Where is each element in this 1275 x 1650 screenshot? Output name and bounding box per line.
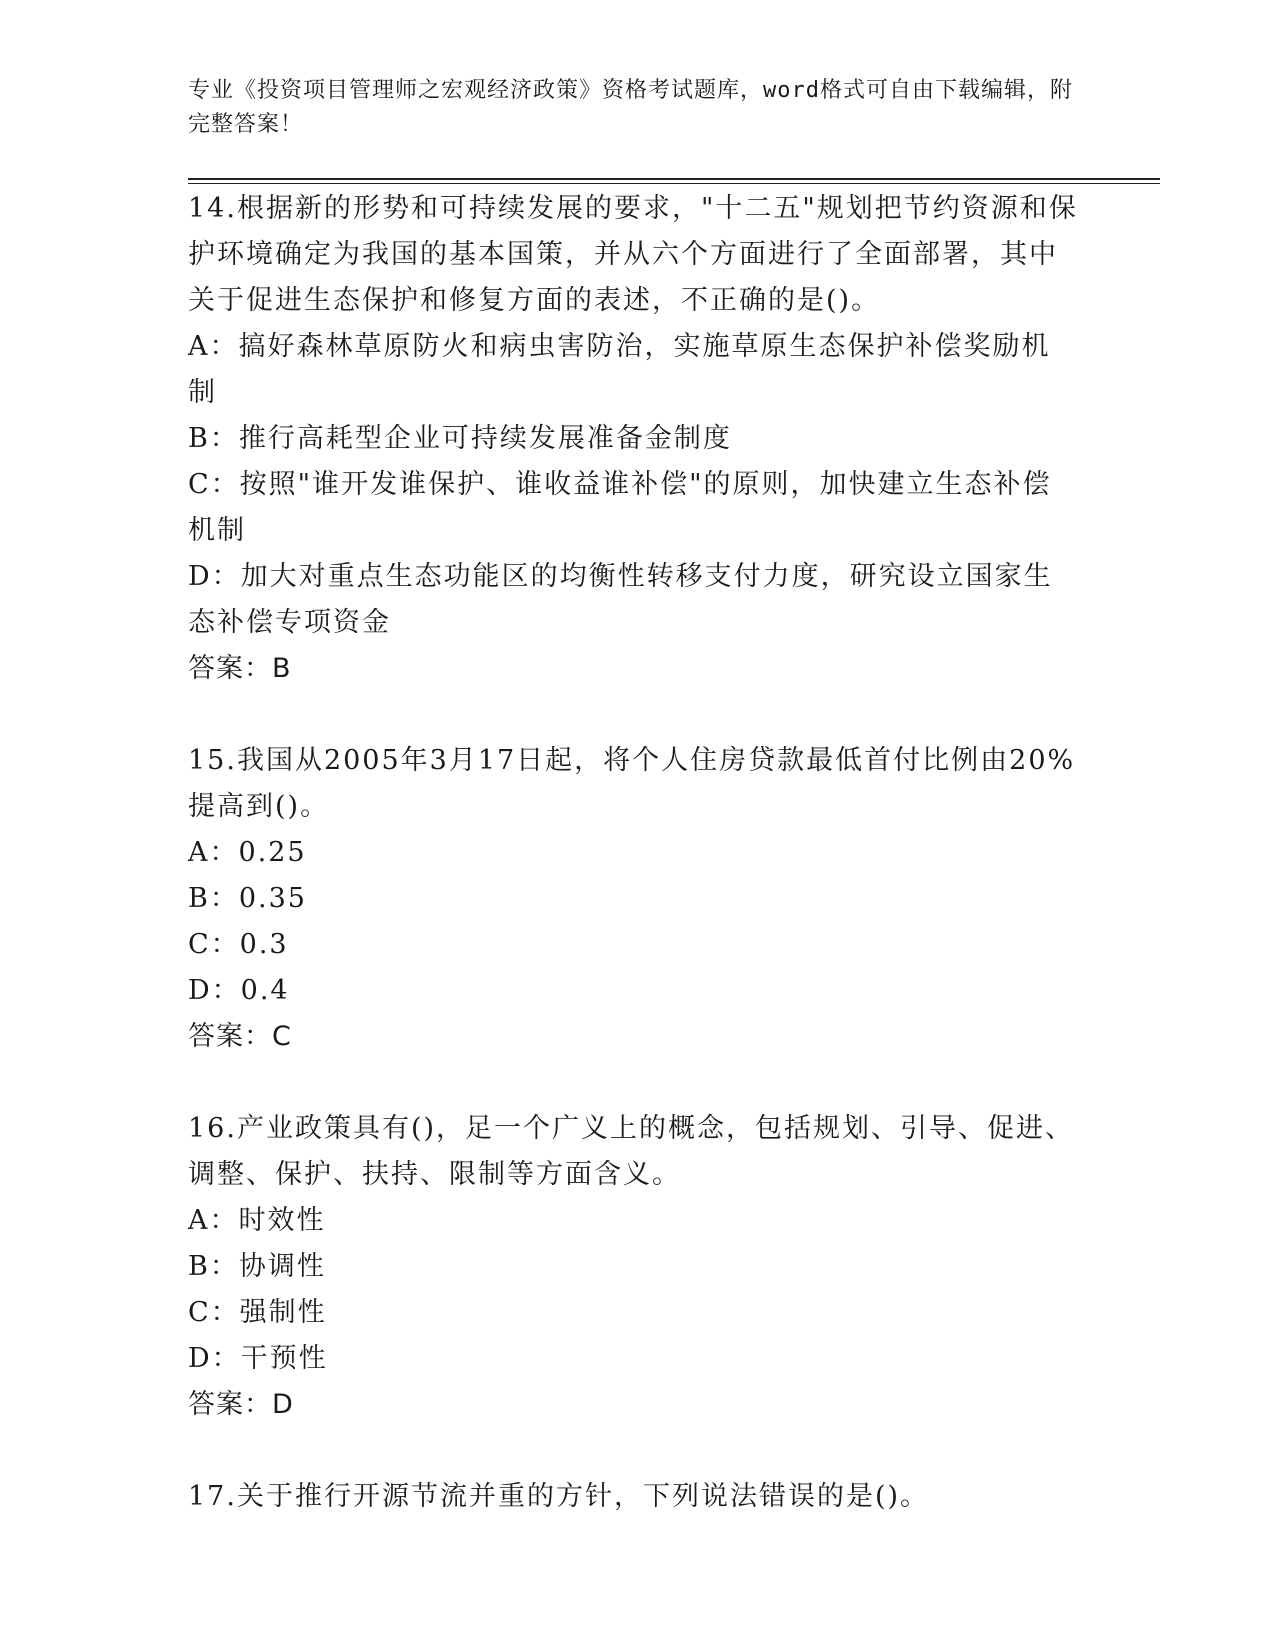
option-d: D：0.4 [188, 975, 290, 1006]
option-c: C：0.3 [188, 929, 289, 960]
option-d: D：干预性 [188, 1343, 328, 1374]
option-b: B：协调性 [188, 1251, 326, 1282]
spacer [188, 1060, 1078, 1106]
header-rule-thick [188, 178, 1160, 180]
option-a: A：搞好森林草原防火和病虫害防治，实施草原生态保护补偿奖励机制 [188, 331, 1051, 408]
question-16 [188, 1106, 1078, 1428]
question-14 [188, 186, 1078, 692]
question-15 [188, 738, 1078, 1060]
answer: 答案：D [188, 1389, 294, 1420]
question-stem: 17.关于推行开源节流并重的方针，下列说法错误的是()。 [188, 1481, 930, 1512]
option-b: B：0.35 [188, 883, 307, 914]
question-stem: 14.根据新的形势和可持续发展的要求，"十二五"规划把节约资源和保护环境确定为我国的基本国策，并从六个方面进行了全面部署，其中关于促进生态保护和修复方面的表述，不正确的是()。 [188, 193, 1078, 316]
question-list [188, 186, 1078, 1520]
option-a: A：时效性 [188, 1205, 326, 1236]
header-rule-thin [188, 183, 1160, 184]
option-c: C：按照"谁开发谁保护、谁收益谁补偿"的原则，加快建立生态补偿机制 [188, 469, 1052, 546]
option-d: D：加大对重点生态功能区的均衡性转移支付力度，研究设立国家生态补偿专项资金 [188, 561, 1053, 638]
spacer [188, 1428, 1078, 1474]
question-stem: 16.产业政策具有()，足一个广义上的概念，包括规划、引导、促进、调整、保护、扶持、限制等方面含义。 [188, 1113, 1075, 1190]
question-stem: 15.我国从2005年3月17日起，将个人住房贷款最低首付比例由20%提高到()。 [188, 745, 1076, 822]
answer: 答案：C [188, 1021, 292, 1052]
answer: 答案：B [188, 653, 292, 684]
option-c: C：强制性 [188, 1297, 327, 1328]
option-b: B：推行高耗型企业可持续发展准备金制度 [188, 423, 732, 454]
question-17 [188, 1474, 1078, 1520]
option-a: A：0.25 [188, 837, 307, 868]
document-header: 专业《投资项目管理师之宏观经济政策》资格考试题库，word格式可自由下载编辑，附完整答案！ [188, 78, 1073, 137]
spacer [188, 692, 1078, 738]
